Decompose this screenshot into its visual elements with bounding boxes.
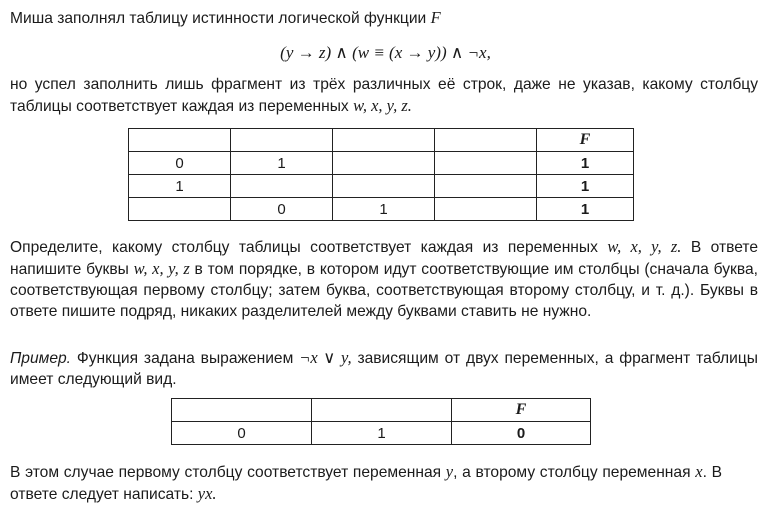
variables-list: w, x, y, z.	[353, 96, 412, 115]
fragment-note-text: но успел заполнить лишь фрагмент из трёх различных её строк, даже не указав, какому столбцу таблицы соответствует каждая из переменных	[10, 76, 758, 115]
table-cell	[435, 152, 537, 175]
table-cell: 1	[231, 152, 333, 175]
conclusion-text: . В ответе следует написать:	[10, 464, 722, 503]
conclusion-paragraph	[10, 461, 722, 505]
example-text: Функция задана выражением	[71, 350, 300, 367]
intro-text: Миша заполнял таблицу истинности логической функции	[10, 10, 431, 27]
variables-list: w, x, y, z.	[607, 237, 682, 256]
conclusion-text: В этом случае первому столбцу соответствует переменная	[10, 464, 446, 481]
table-cell: 1	[129, 175, 231, 198]
table-header-cell	[435, 129, 537, 152]
intro-paragraph	[10, 7, 758, 29]
table-header-cell	[129, 129, 231, 152]
table-cell-f: 0	[452, 422, 591, 445]
table-header-cell	[172, 399, 312, 422]
question-text: Определите, какому столбцу таблицы соответствует каждая из переменных	[10, 239, 608, 256]
variables-list: w, x, y, z	[133, 259, 190, 278]
table-cell: 1	[312, 422, 452, 445]
table-row	[129, 152, 634, 175]
question-text: В ответе напишите буквы	[10, 239, 758, 278]
table-header-f: F	[537, 129, 634, 152]
table-header-cell	[312, 399, 452, 422]
table-row	[172, 422, 591, 445]
example-text: зависящим от двух переменных, а фрагмент таблицы имеет следующий вид.	[10, 350, 758, 388]
fragment-note	[10, 74, 758, 117]
table-cell	[129, 198, 231, 221]
variable: x	[695, 462, 703, 481]
table-cell	[231, 175, 333, 198]
truth-table-fragment	[128, 128, 634, 221]
example-answer: yx.	[197, 484, 217, 503]
table-cell: 0	[172, 422, 312, 445]
table-row	[129, 198, 634, 221]
function-name: F	[430, 8, 441, 27]
table-cell-f: 1	[537, 152, 634, 175]
table-header-f: F	[452, 399, 591, 422]
question-text: в том порядке, в котором идут соответствующие им столбцы (сначала буква, соответствующая первому столбцу; затем буква, соответствующая второму столбцу, и т. д.). Буквы в ответе пишите подряд, никаких разделителей между буквами ставить не нужно.	[10, 261, 758, 320]
table-header-row	[172, 399, 591, 422]
table-cell: 0	[129, 152, 231, 175]
table-header-cell	[333, 129, 435, 152]
conclusion-text: , а второму столбцу переменная	[453, 464, 696, 481]
table-cell	[333, 175, 435, 198]
table-header-cell	[231, 129, 333, 152]
formula: (y → z) ∧ (w ≡ (x → y)) ∧ ¬x,	[280, 43, 491, 62]
table-cell	[435, 175, 537, 198]
table-cell-f: 1	[537, 175, 634, 198]
example-label: Пример.	[10, 350, 72, 367]
question-paragraph	[10, 236, 758, 322]
table-row	[129, 175, 634, 198]
table-cell: 0	[231, 198, 333, 221]
table-header-row	[129, 129, 634, 152]
table-cell-f: 1	[537, 198, 634, 221]
table-cell: 1	[333, 198, 435, 221]
table-cell	[333, 152, 435, 175]
example-table	[171, 398, 591, 445]
example-paragraph	[10, 347, 758, 390]
variable: y	[445, 462, 454, 481]
example-expression: ¬x ∨ y,	[299, 348, 352, 367]
table-cell	[435, 198, 537, 221]
